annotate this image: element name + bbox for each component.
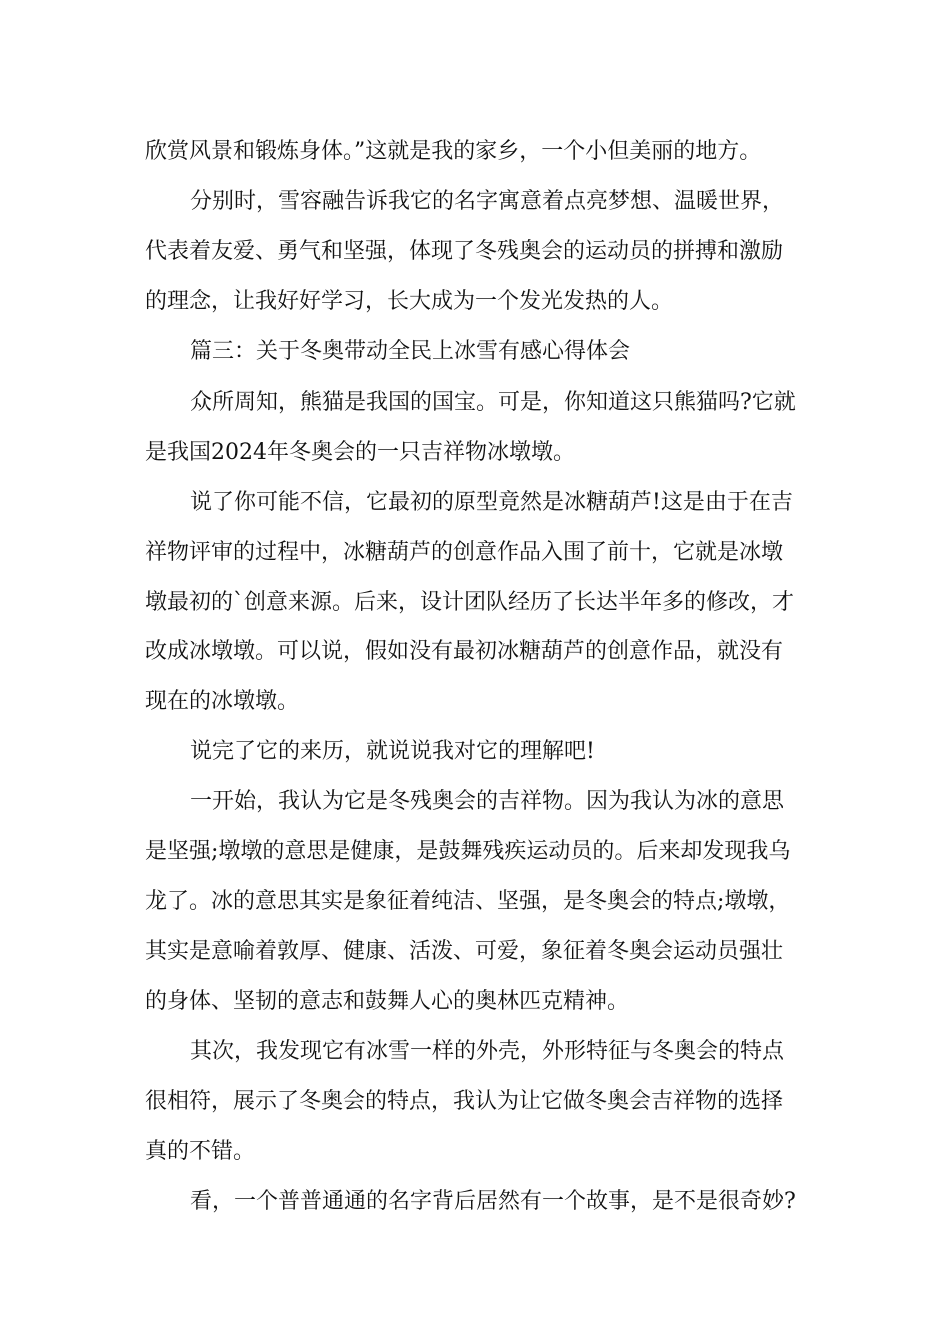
- text-line: 改成冰墩墩。可以说，假如没有最初冰糖葫芦的创意作品，就没有: [145, 639, 784, 664]
- text-line: 的理念，让我好好学习，长大成为一个发光发热的人。: [145, 289, 674, 314]
- text-line: 代表着友爱、勇气和坚强，体现了冬残奥会的运动员的拼搏和激励: [145, 239, 784, 264]
- text-line: 欣赏风景和锻炼身体。”这就是我的家乡，一个小但美丽的地方。: [145, 139, 762, 164]
- text-line: 的身体、坚韧的意志和鼓舞人心的奥林匹克精神。: [145, 989, 630, 1014]
- text-line: 其实是意喻着敦厚、健康、活泼、可爱，象征着冬奥会运动员强壮: [145, 939, 784, 964]
- text-line: 一开始，我认为它是冬残奥会的吉祥物。因为我认为冰的意思: [190, 789, 785, 814]
- text-line: 其次，我发现它有冰雪一样的外壳，外形特征与冬奥会的特点: [190, 1039, 785, 1064]
- text-line: 说完了它的来历，就说说我对它的理解吧!: [190, 739, 595, 764]
- text-line: 说了你可能不信，它最初的原型竟然是冰糖葫芦!这是由于在吉: [190, 490, 793, 515]
- section-heading: 篇三：关于冬奥带动全民上冰雪有感心得体会: [190, 339, 631, 364]
- text-line: 真的不错。: [145, 1139, 256, 1164]
- text-line: 祥物评审的过程中，冰糖葫芦的创意作品入围了前十，它就是冰墩: [145, 540, 784, 565]
- text-line: 是我国2024年冬奥会的一只吉祥物冰墩墩。: [145, 440, 575, 465]
- text-line: 现在的冰墩墩。: [145, 689, 300, 714]
- text-line: 是坚强;墩墩的意思是健康，是鼓舞残疾运动员的。后来却发现我乌: [145, 839, 791, 864]
- text-line: 众所周知，熊猫是我国的国宝。可是，你知道这只熊猫吗?它就: [190, 390, 796, 415]
- text-line: 分别时，雪容融告诉我它的名字寓意着点亮梦想、温暖世界，: [190, 189, 785, 214]
- text-line: 很相符，展示了冬奥会的特点，我认为让它做冬奥会吉祥物的选择: [145, 1089, 784, 1114]
- text-line: 龙了。冰的意思其实是象征着纯洁、坚强，是冬奥会的特点;墩墩，: [145, 889, 791, 914]
- text-line: 墩最初的`创意来源。后来，设计团队经历了长达半年多的修改，才: [145, 590, 795, 615]
- text-line: 看，一个普普通通的名字背后居然有一个故事，是不是很奇妙?: [190, 1189, 796, 1214]
